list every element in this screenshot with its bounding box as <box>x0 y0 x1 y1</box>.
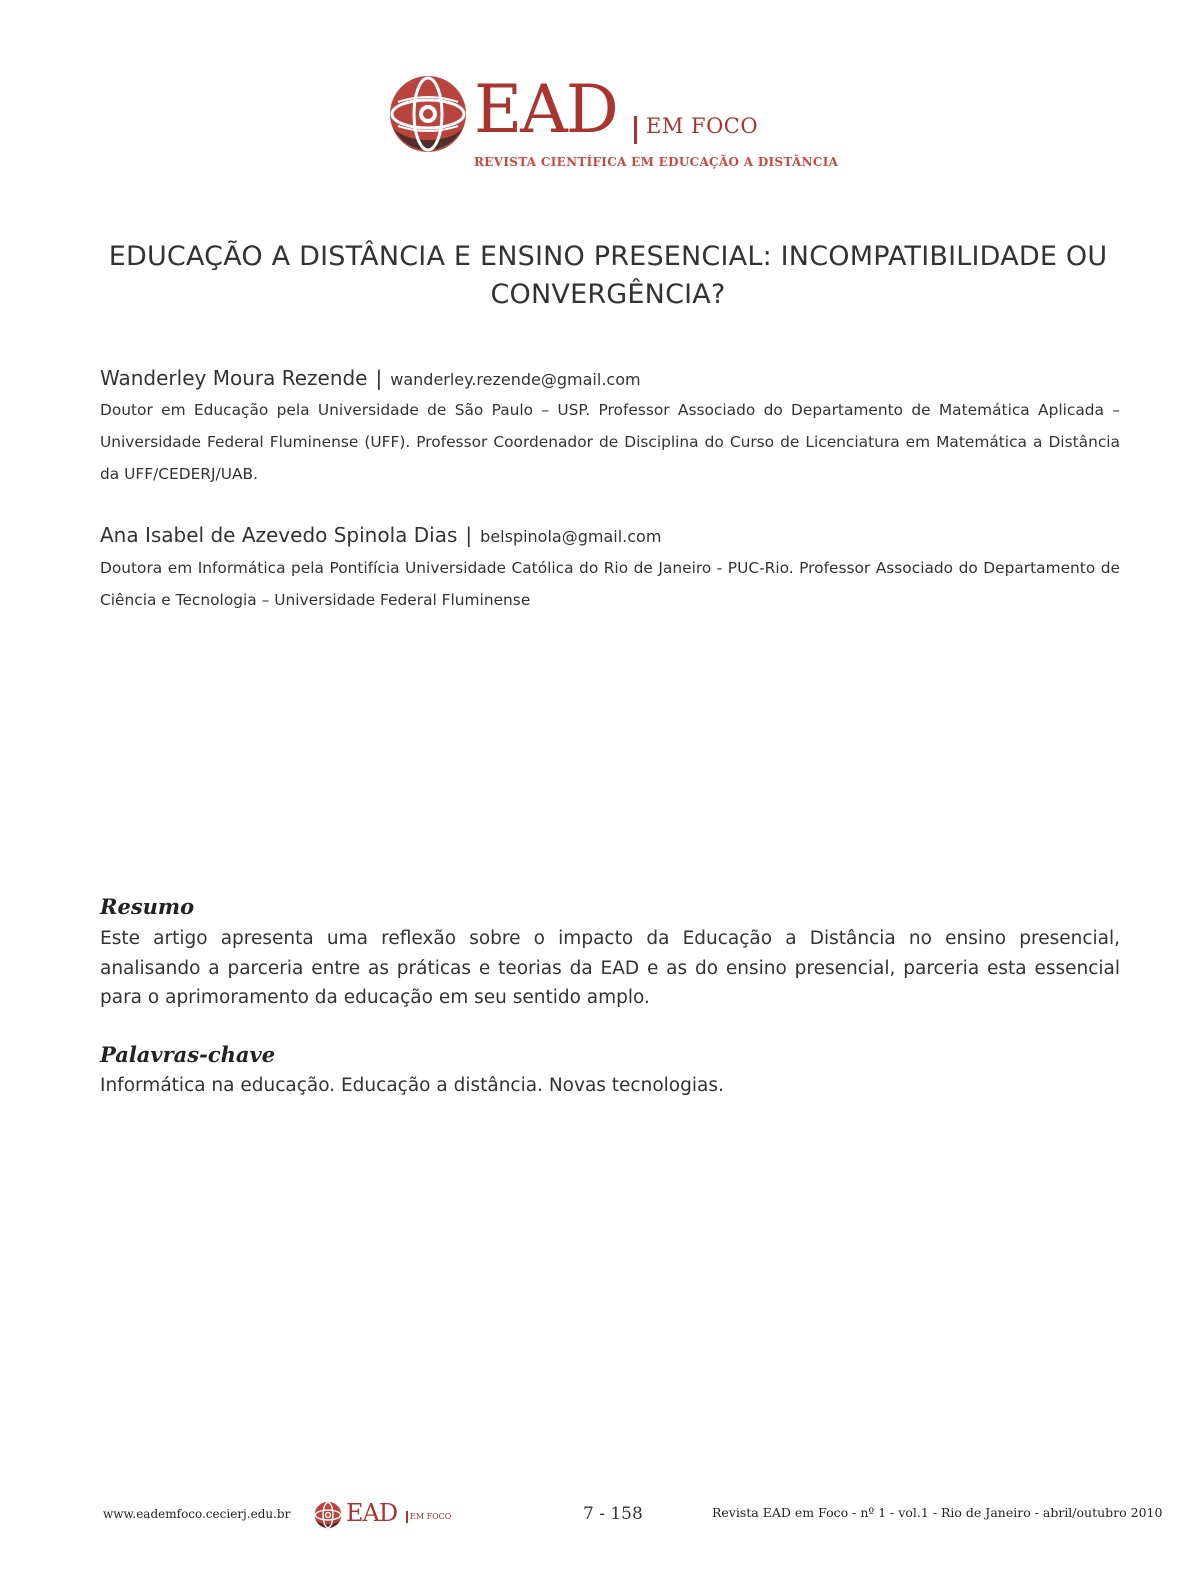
author-email[interactable]: belspinola@gmail.com <box>480 527 662 546</box>
author-bio-2: Doutora em Informática pela Pontifícia Universidade Católica do Rio de Janeiro - PUC-Rio. Professor Associado do Departamento de Ciência e Tecnologia – Universidade Federal Fluminense <box>100 559 1120 609</box>
abstract-text: Este artigo apresenta uma reflexão sobre o impacto da Educação a Distância no ensino presencial, analisando a parceria entre as práticas e teorias da EAD e as do ensino presencial, parceria esta essencial para o aprimoramento da educação em seu sentido amplo. <box>100 928 1120 1008</box>
logo-tagline: REVISTA CIENTÍFICA EM EDUCAÇÃO A DISTÂNCIA <box>474 155 839 169</box>
keywords-heading: Palavras-chave <box>100 1042 276 1067</box>
author-line-1 <box>100 366 641 390</box>
logo-divider <box>634 116 637 144</box>
logo-wordmark: EAD <box>474 71 617 148</box>
footer-url[interactable]: www.eademfoco.cecierj.edu.br <box>103 1507 291 1521</box>
logo-em-foco: EM FOCO <box>646 114 759 138</box>
author-bio-1: Doutor em Educação pela Universidade de São Paulo – USP. Professor Associado do Departamento de Matemática Aplicada – Universidade Federal Fluminense (UFF). Professor Coordenador de Disciplina do Curso de Licenciatura em Matemática a Distância da UFF/CEDERJ/UAB. <box>100 401 1120 483</box>
journal-info: Revista EAD em Foco - nº 1 - vol.1 - Rio de Janeiro - abril/outubro 2010 <box>712 1505 1163 1520</box>
author-separator: | <box>465 523 473 547</box>
footer-logo <box>314 1499 464 1531</box>
keywords-text: Informática na educação. Educação a distância. Novas tecnologias. <box>100 1075 724 1096</box>
globe-icon <box>314 1501 342 1529</box>
page-number: 7 - 158 <box>583 1504 643 1524</box>
author-separator: | <box>375 366 383 390</box>
article-title: EDUCAÇÃO A DISTÂNCIA E ENSINO PRESENCIAL: INCOMPATIBILIDADE OU CONVERGÊNCIA? <box>108 241 1108 310</box>
footer-logo-wordmark: EAD <box>346 1499 398 1527</box>
footer-logo-em-foco: EM FOCO <box>410 1512 452 1521</box>
author-email[interactable]: wanderley.rezende@gmail.com <box>390 370 641 389</box>
globe-icon <box>388 74 468 154</box>
abstract-heading: Resumo <box>100 894 195 919</box>
author-name: Ana Isabel de Azevedo Spinola Dias <box>100 523 458 547</box>
page-footer <box>0 1495 1190 1535</box>
footer-logo-divider <box>406 1511 408 1523</box>
author-name: Wanderley Moura Rezende <box>100 366 368 390</box>
journal-logo <box>388 70 839 180</box>
author-line-2 <box>100 523 661 547</box>
